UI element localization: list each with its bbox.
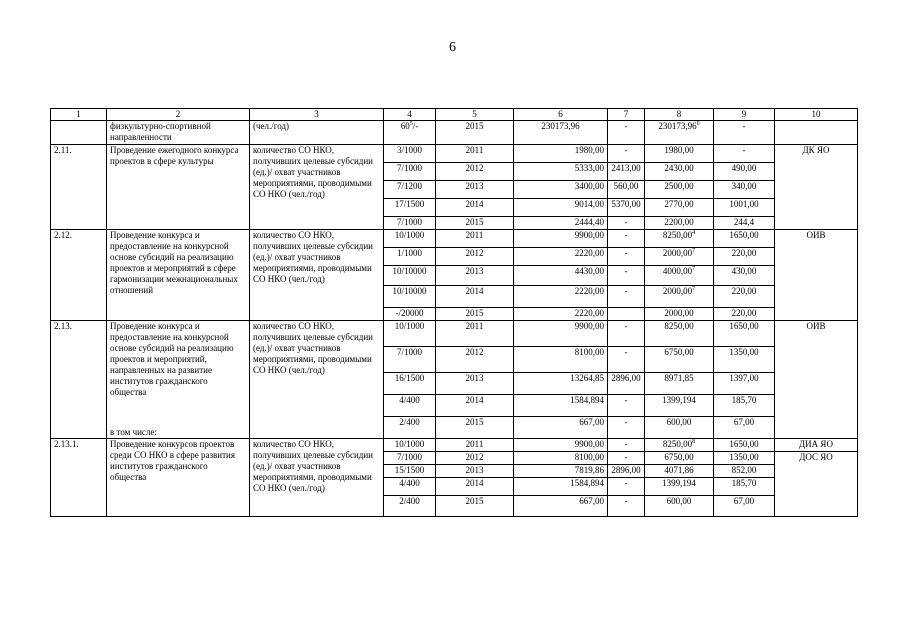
year-cell: 2015 [436,217,514,230]
value-text: 6750,00 [664,452,694,462]
year-cell: 2015 [436,496,514,517]
regional-cell [645,286,714,308]
value-text: 1399,194 [662,395,696,405]
page-number: 6 [449,40,456,55]
federal-cell: - [608,248,645,266]
regional-cell [645,321,714,347]
regional-cell [645,347,714,373]
indicator-value: 2/400 [384,417,436,439]
federal-cell: - [608,286,645,308]
indicator-value: 16/1500 [384,373,436,395]
total-cell: 9900,00 [514,321,608,347]
item-description [107,439,250,517]
item-number: 2.11. [51,145,107,230]
value-text: 600,00 [666,496,692,506]
total-cell: 8100,00 [514,347,608,373]
indicator-value: 17/1500 [384,199,436,217]
federal-cell: - [608,439,645,452]
federal-cell: 2413,00 [608,163,645,181]
value-text: 230173,96 [658,121,697,131]
indicator-value: -/20000 [384,308,436,321]
year-cell: 2014 [436,478,514,496]
table-body [51,109,858,517]
total-cell: 2220,00 [514,248,608,266]
indicator-value: 4/400 [384,478,436,496]
regional-cell [645,199,714,217]
regional-cell [645,373,714,395]
regional-cell [645,452,714,465]
federal-cell: - [608,217,645,230]
federal-cell: 2896,00 [608,465,645,478]
column-header-row [51,109,858,121]
column-header: 1 [51,109,107,121]
column-header: 9 [714,109,775,121]
federal-cell: - [608,145,645,163]
year-cell: 2012 [436,248,514,266]
table-row [51,230,858,248]
table-row [51,321,858,347]
column-header: 5 [436,109,514,121]
value-text: 600,00 [666,417,692,427]
year-cell: 2014 [436,286,514,308]
federal-cell: - [608,121,645,145]
executor-cell [775,121,858,145]
other-cell: 67,00 [714,417,775,439]
other-cell: - [714,145,775,163]
indicator-value [384,121,436,145]
indicator-value: 10/1000 [384,321,436,347]
total-cell: 3400,00 [514,181,608,199]
total-cell: 13264,85 [514,373,608,395]
other-cell: 1350,00 [714,452,775,465]
regional-cell [645,163,714,181]
year-cell: 2013 [436,181,514,199]
total-cell: 2444,40 [514,217,608,230]
indicator-value: 10/1000 [384,439,436,452]
column-header: 2 [107,109,250,121]
column-header: 4 [384,109,436,121]
value-text: 2000,00 [662,248,693,258]
other-cell: 852,00 [714,465,775,478]
federal-cell: - [608,478,645,496]
federal-cell: 2896,00 [608,373,645,395]
value-text: 1399,194 [662,478,696,488]
item-description: физкультурно-спортивной направленности [107,121,250,145]
other-cell: 220,00 [714,308,775,321]
regional-cell [645,478,714,496]
other-cell: 220,00 [714,248,775,266]
table-row [51,121,858,145]
footnote-mark: 7 [692,266,696,272]
regional-cell [645,465,714,478]
regional-cell [645,266,714,286]
regional-cell [645,121,714,145]
item-number: 2.12. [51,230,107,321]
regional-cell [645,145,714,163]
description-text: Проведение конкурса и предоставление на конкурсной основе субсидий на реализацию проектов и мероприятий, направленных на развитие институтов гражданского общества [110,321,234,397]
indicator-text: количество СО НКО, получивших целевые субсидии (ед.)/ охват участников мероприятиями, проводимыми СО НКО (чел./год) [250,321,384,439]
total-cell: 9900,00 [514,439,608,452]
value-text: 4071,86 [664,465,694,475]
year-cell: 2015 [436,121,514,145]
total-cell: 7819,86 [514,465,608,478]
column-header: 10 [775,109,858,121]
year-cell: 2012 [436,452,514,465]
federal-cell: - [608,452,645,465]
indicator-value: 3/1000 [384,145,436,163]
other-cell: 67,00 [714,496,775,517]
value-text: 2500,00 [664,181,694,191]
value-text: 2770,00 [664,199,694,209]
executor-cell: ДК ЯО [775,145,858,230]
value-text: 6750,00 [664,347,694,357]
indicator-text: (чел./год) [250,121,384,145]
total-cell: 667,00 [514,417,608,439]
indicator-value: 7/1000 [384,347,436,373]
total-cell: 230173,96 [514,121,608,145]
total-cell: 1980,00 [514,145,608,163]
executor-cell: ДИА ЯО [775,439,858,452]
footnote-mark: 5 [409,121,413,127]
table-row [51,439,858,452]
regional-cell [645,230,714,248]
value-text: 8250,00 [662,439,693,449]
other-cell: 1350,00 [714,347,775,373]
footnote-mark: 8 [692,439,696,445]
year-cell: 2015 [436,417,514,439]
year-cell: 2013 [436,465,514,478]
value-text: 2200,00 [664,217,694,227]
indicator-value: 7/1000 [384,163,436,181]
value-text: 2000,00 [662,286,693,296]
year-cell: 2013 [436,266,514,286]
federal-cell [608,308,645,321]
total-cell: 9014,00 [514,199,608,217]
footnote-mark: 6 [696,121,700,127]
total-cell: 9900,00 [514,230,608,248]
total-cell: 5333,00 [514,163,608,181]
executor-cell: ДОС ЯО [775,452,858,517]
column-header: 7 [608,109,645,121]
year-cell: 2011 [436,145,514,163]
total-cell: 2220,00 [514,308,608,321]
footnote-mark: 7 [692,286,696,292]
indicator-value: 7/1000 [384,217,436,230]
total-cell: 4430,00 [514,266,608,286]
other-cell: 1650,00 [714,230,775,248]
regional-cell [645,308,714,321]
other-cell: 185,70 [714,395,775,417]
other-cell: 220,00 [714,286,775,308]
regional-cell [645,417,714,439]
federal-cell: - [608,395,645,417]
item-description [107,145,250,230]
regional-cell [645,248,714,266]
description-text: Проведение ежегодного конкурса проектов в сфере культуры [110,145,239,166]
value-text: 8250,00 [664,321,694,331]
value-text: 8250,00 [662,230,693,240]
other-cell: 1650,00 [714,321,775,347]
total-cell: 1584,894 [514,478,608,496]
item-number: 2.13. [51,321,107,439]
federal-cell: 5370,00 [608,199,645,217]
other-cell: 1650,00 [714,439,775,452]
other-cell: 1397,00 [714,373,775,395]
regional-cell [645,395,714,417]
federal-cell: - [608,496,645,517]
indicator-value: 7/1000 [384,452,436,465]
federal-cell: - [608,230,645,248]
value-text: 60 [400,121,410,131]
other-cell: - [714,121,775,145]
value-text: 8971,85 [664,373,694,383]
indicator-value: 10/10000 [384,266,436,286]
year-cell: 2012 [436,163,514,181]
subsidy-table [50,108,858,517]
other-cell: 490,00 [714,163,775,181]
total-cell: 1584,894 [514,395,608,417]
indicator-text: количество СО НКО, получивших целевые субсидии (ед.)/ охват участников мероприятиями, проводимыми СО НКО (чел./год) [250,230,384,321]
item-number: 2.13.1. [51,439,107,517]
federal-cell: - [608,321,645,347]
regional-cell [645,496,714,517]
value-text: 1980,00 [664,145,694,155]
value-text: /- [412,121,419,131]
total-cell: 667,00 [514,496,608,517]
year-cell: 2011 [436,439,514,452]
year-cell: 2014 [436,395,514,417]
year-cell: 2013 [436,373,514,395]
footnote-mark: 4 [692,230,696,236]
federal-cell: - [608,347,645,373]
federal-cell: 560,00 [608,181,645,199]
description-text: Проведение конкурса и предоставление на конкурсной основе субсидий на реализацию проектов и мероприятий в сфере гармонизации межнациональных отношений [110,230,238,295]
description-text: Проведение конкурсов проектов среди СО НКО в сфере развития институтов гражданского общества [110,439,235,482]
federal-cell: - [608,417,645,439]
year-cell: 2011 [436,230,514,248]
regional-cell [645,217,714,230]
column-header: 6 [514,109,608,121]
regional-cell [645,439,714,452]
footnote-mark: 7 [692,248,696,254]
other-cell: 430,00 [714,266,775,286]
other-cell: 340,00 [714,181,775,199]
other-cell: 244,4 [714,217,775,230]
indicator-value: 10/10000 [384,286,436,308]
value-text: 2430,00 [664,163,694,173]
value-text: 4000,00 [662,266,693,276]
item-number-cell [51,121,107,145]
year-cell: 2015 [436,308,514,321]
indicator-text: количество СО НКО, получивших целевые субсидии (ед.)/ охват участников мероприятиями, проводимыми СО НКО (чел./год) [250,439,384,517]
executor-cell: ОИВ [775,321,858,439]
value-text: 2000,00 [664,308,694,318]
total-cell: 8100,00 [514,452,608,465]
indicator-value: 10/1000 [384,230,436,248]
year-cell: 2012 [436,347,514,373]
executor-cell: ОИВ [775,230,858,321]
indicator-value: 15/1500 [384,465,436,478]
other-cell: 185,70 [714,478,775,496]
indicator-value: 2/400 [384,496,436,517]
table-row [51,145,858,163]
indicator-value: 7/1200 [384,181,436,199]
other-cell: 1001,00 [714,199,775,217]
description-note: в том числе: [110,427,157,437]
column-header: 8 [645,109,714,121]
year-cell: 2014 [436,199,514,217]
item-description [107,321,250,439]
indicator-text: количество СО НКО, получивших целевые субсидии (ед.)/ охват участников мероприятиями, проводимыми СО НКО (чел./год) [250,145,384,230]
federal-cell: - [608,266,645,286]
column-header: 3 [250,109,384,121]
regional-cell [645,181,714,199]
total-cell: 2220,00 [514,286,608,308]
year-cell: 2011 [436,321,514,347]
indicator-value: 1/1000 [384,248,436,266]
item-description [107,230,250,321]
indicator-value: 4/400 [384,395,436,417]
